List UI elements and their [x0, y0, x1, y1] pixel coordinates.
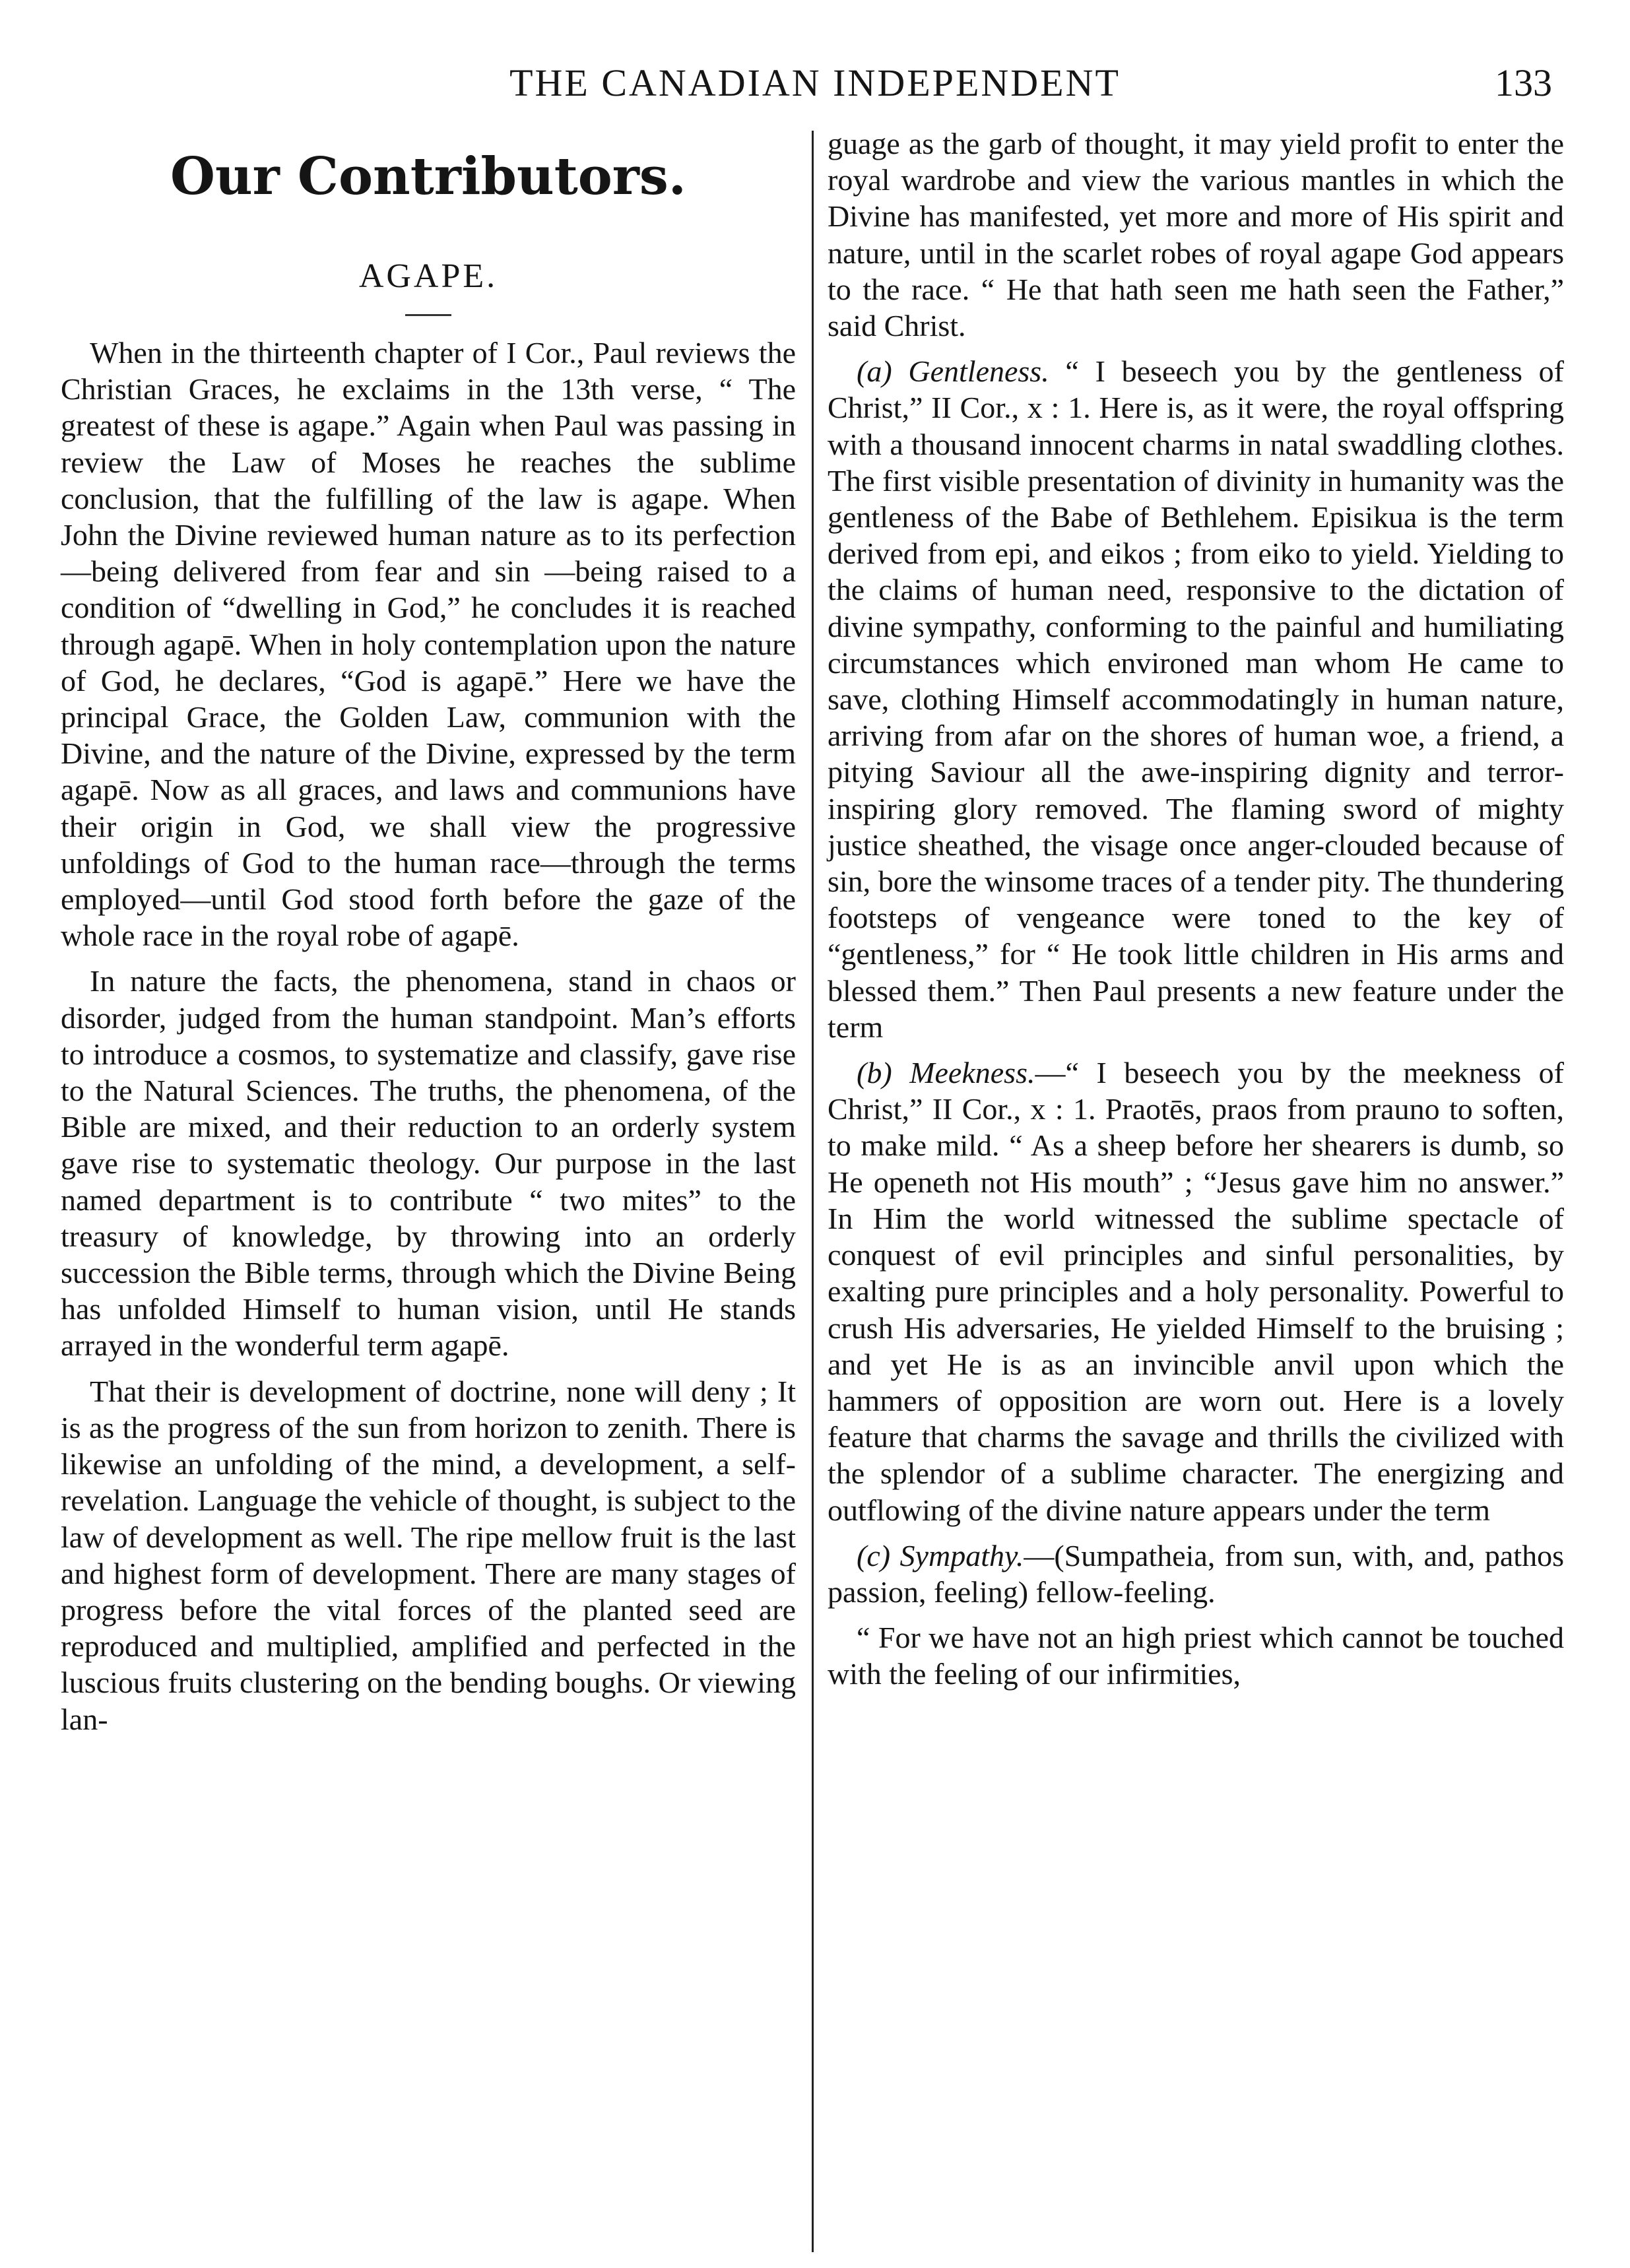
paragraph-3: That their is development of doctrine, none will deny ; It is as the progress of the sun from horizon to zenith. There is likewise an unfolding of the mind, a development, a self-revelation. Language the vehicle of thought, is subject to the law of development as well. The ripe mellow fruit is the last and highest form of development. There are many stages of progress before the vital forces of the planted seed are reproduced and multiplied, amplified and perfected in the luscious fruits clustering on the bending boughs. Or viewing lan- — [61, 1374, 796, 1736]
paragraph-final: “ For we have not an high priest which cannot be touched with the feeling of our infirmities, — [828, 1621, 1564, 1691]
paragraph-continuation: guage as the garb of thought, it may yield profit to enter the royal wardrobe and view the various mantles in which the Divine has manifested, yet more and more of His spirit and nature, until in the scarlet robes of royal agape God appears to the race. “ He that hath seen me hath seen the Father,” said Christ. — [828, 127, 1564, 343]
left-column — [61, 125, 796, 1747]
paragraph-gentleness — [828, 353, 1564, 1045]
meekness-lead: (b) Meekness. — [857, 1056, 1035, 1090]
meekness-text: —“ I beseech you by the meekness of Christ,” II Cor., x : 1. Praotēs, praos from prauno to soften, to make mild. “ As a sheep before her shearers is dumb, so He openeth not His mouth” ; “Jesus gave him no answer.” In Him the world witnessed the sublime spectacle of conquest of evil principles and sinful personalities, by exalting pure principles and a holy personality. Powerful to crush His adversaries, He yielded Himself to the bruising ; and yet He is as an invincible anvil upon which the hammers of opposition are worn out. Here is a lovely feature that charms the savage and thrills the civilized with the splendor of a sublime character. The energizing and outflowing of the divine nature appears under the term — [828, 1056, 1564, 1527]
gentleness-text: “ I beseech you by the gentleness of Christ,” II Cor., x : 1. Here is, as it were, the royal offspring with a thousand innocent charms in natal swaddling clothes. The first visible presentation of divinity in humanity was the gentleness of the Babe of Bethlehem. Episikua is the term derived from epi, and eikos ; from eiko to yield. Yielding to the claims of human need, responsive to the dictation of divine sympathy, conforming to the painful and humiliating circumstances which environed man whom He came to save, clothing Himself accommodatingly in human nature, arriving from afar on the shores of human woe, a friend, a pitying Saviour all the awe-inspiring dignity and terror-inspiring glory removed. The flaming sword of mighty justice sheathed, the visage once anger-clouded because of sin, bore the winsome traces of a tender pity. The thundering footsteps of vengeance were toned to the key of “gentleness,” for “ He took little children in His arms and blessed them.” Then Paul presents a new feature under the term — [828, 354, 1564, 1044]
article-title: AGAPE. — [358, 257, 498, 295]
right-column — [828, 125, 1564, 1702]
paragraph-meekness — [828, 1054, 1564, 1528]
column-divider — [812, 131, 814, 2252]
running-head — [0, 57, 1630, 110]
section-heading: Our Contributors. — [170, 146, 686, 207]
gentleness-lead: (a) Gentleness. — [857, 354, 1049, 389]
paragraph-2: In nature the facts, the phenomena, stand in chaos or disorder, judged from the human standpoint. Man’s efforts to introduce a cosmos, to systematize and classify, gave rise to the Natural Sciences. The truths, the phenomena, of the Bible are mixed, and their reduction to an orderly system gave rise to systematic theology. Our purpose in the last named department is to contribute “ two mites” to the treasury of knowledge, by throwing into an orderly succession the Bible terms, through which the Divine Being has unfolded Himself to human vision, until He stands arrayed in the wonderful term agapē. — [61, 964, 796, 1363]
paragraph-sympathy — [828, 1538, 1564, 1610]
sympathy-lead: (c) Sympathy. — [857, 1538, 1024, 1572]
page-number: 133 — [1495, 61, 1552, 104]
title-divider — [405, 314, 451, 316]
running-title: THE CANADIAN INDEPENDENT — [509, 61, 1121, 104]
paragraph-1: When in the thirteenth chapter of I Cor., Paul reviews the Christian Graces, he exclaims in the 13th verse, “ The greatest of these is agape.” Again when Paul was passing in review the Law of Moses he reaches the sublime conclusion, that the fulfilling of the law is agape. When John the Divine reviewed human nature as to its perfection—being delivered from fear and sin —being raised to a condition of “dwelling in God,” he concludes it is reached through agapē. When in holy contemplation upon the nature of God, he declares, “God is agapē.” Here we have the principal Grace, the Golden Law, communion with the Divine, and the nature of the Divine, expressed by the term agapē. Now as all graces, and laws and communions have their origin in God, we shall view the progressive unfoldings of God to the human race—through the terms employed—until God stood forth before the gaze of the whole race in the royal robe of agapē. — [61, 336, 796, 953]
sympathy-text: —(Sumpatheia, from sun, with, and, pathos passion, feeling) fellow-feeling. — [828, 1538, 1564, 1609]
